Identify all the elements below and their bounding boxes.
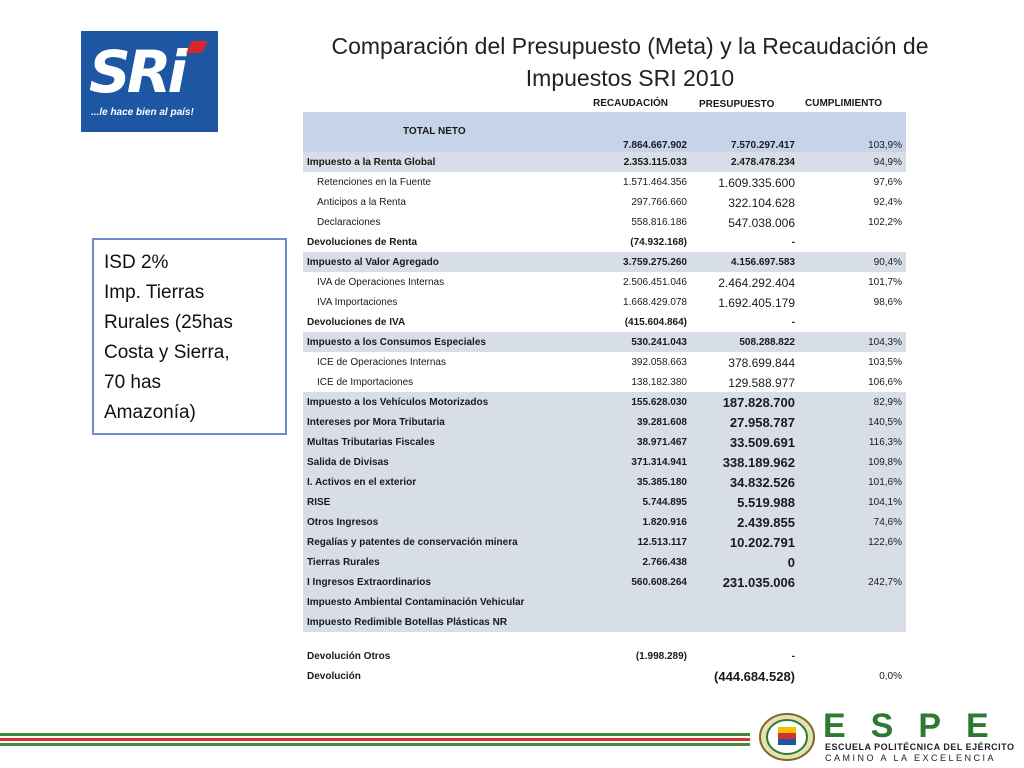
- total-presupuesto: 7.570.297.417: [731, 140, 795, 151]
- row-label: ICE de Importaciones: [317, 377, 414, 388]
- row-cumplimiento: 74,6%: [873, 517, 902, 528]
- row-presupuesto: 4.156.697.583: [731, 257, 795, 268]
- row-label: Impuesto al Valor Agregado: [307, 257, 439, 268]
- row-recaudacion: 12.513.117: [637, 537, 687, 548]
- row-label: Devoluciones de Renta: [307, 237, 418, 248]
- row-cumplimiento: 101,6%: [868, 477, 902, 488]
- row-label: I Ingresos Extraordinarios: [307, 577, 431, 588]
- row-cumplimiento: 116,3%: [868, 437, 902, 448]
- header-cumplimiento: CUMPLIMIENTO: [805, 98, 883, 109]
- row-cumplimiento: 92,4%: [873, 197, 902, 208]
- row-cumplimiento: 140,5%: [868, 417, 902, 428]
- row-presupuesto: (444.684.528): [714, 669, 795, 684]
- row-presupuesto: 231.035.006: [722, 575, 795, 590]
- table-spacer: [303, 632, 906, 646]
- row-presupuesto: 34.832.526: [729, 475, 795, 490]
- row-presupuesto: 1.692.405.179: [718, 296, 795, 310]
- row-presupuesto: 338.189.962: [722, 455, 795, 470]
- row-label: Anticipos a la Renta: [317, 197, 406, 208]
- total-cumplimiento: 103,9%: [868, 140, 902, 151]
- sri-logo-mark: SRi: [89, 38, 184, 106]
- row-label: Impuesto a los Consumos Especiales: [307, 337, 486, 348]
- row-recaudacion: 3.759.275.260: [623, 257, 687, 268]
- espe-seal-icon: [758, 712, 816, 762]
- row-presupuesto: 322.104.628: [728, 196, 795, 210]
- row-cumplimiento: 104,1%: [868, 497, 902, 508]
- row-cumplimiento: 97,6%: [873, 177, 902, 188]
- header-presupuesto: PRESUPUESTO: [699, 99, 775, 110]
- row-recaudacion: (1.998.289): [635, 651, 687, 662]
- table-row: [303, 232, 906, 252]
- row-presupuesto: -: [791, 651, 795, 662]
- note-box: [92, 238, 287, 435]
- row-cumplimiento: 109,8%: [868, 457, 902, 468]
- row-presupuesto: 2.439.855: [737, 515, 795, 530]
- row-label: Multas Tributarias Fiscales: [307, 437, 435, 448]
- row-recaudacion: 1.571.464.356: [623, 177, 687, 188]
- row-presupuesto: 2.464.292.404: [718, 276, 795, 290]
- total-row: [303, 112, 906, 152]
- row-label: Devoluciones de IVA: [307, 317, 406, 328]
- row-cumplimiento: 103,5%: [868, 357, 902, 368]
- row-cumplimiento: 106,6%: [868, 377, 902, 388]
- table-row: [303, 352, 906, 372]
- table-row: [303, 646, 906, 666]
- note-line: Amazonía): [104, 402, 196, 423]
- slide-title-line-2: Impuestos SRI 2010: [525, 65, 735, 91]
- row-recaudacion: (74.932.168): [630, 237, 687, 248]
- row-presupuesto: -: [791, 237, 795, 248]
- table-row: [303, 612, 906, 632]
- total-label: TOTAL NETO: [403, 126, 466, 137]
- note-line: Rurales (25has: [104, 312, 233, 333]
- row-label: Declaraciones: [317, 217, 381, 228]
- row-cumplimiento: 82,9%: [873, 397, 902, 408]
- row-recaudacion: 38.971.467: [636, 437, 687, 448]
- slide-title-line-1: Comparación del Presupuesto (Meta) y la Recaudación de: [331, 33, 929, 59]
- row-recaudacion: 39.281.608: [636, 417, 687, 428]
- row-recaudacion: 392.058.663: [631, 357, 687, 368]
- table-row: [303, 392, 906, 412]
- sri-logo: [81, 31, 218, 132]
- table-row: [303, 372, 906, 392]
- row-recaudacion: 2.506.451.046: [623, 277, 687, 288]
- table-row: [303, 292, 906, 312]
- row-presupuesto: -: [791, 317, 795, 328]
- slide-title: [280, 30, 980, 94]
- row-recaudacion: 530.241.043: [631, 337, 687, 348]
- row-recaudacion: 138.182.380: [631, 377, 687, 388]
- row-presupuesto: 2.478.478.234: [731, 157, 795, 168]
- row-cumplimiento: 101,7%: [868, 277, 902, 288]
- table-row: [303, 666, 906, 686]
- row-recaudacion: 2.766.438: [642, 557, 687, 568]
- row-recaudacion: 297.766.660: [631, 197, 687, 208]
- note-line: Costa y Sierra,: [104, 342, 230, 363]
- table-row: [303, 432, 906, 452]
- note-line: 70 has: [104, 372, 162, 393]
- row-label: Otros Ingresos: [307, 517, 379, 528]
- row-presupuesto: 27.958.787: [729, 415, 795, 430]
- espe-name: ESCUELA POLITÉCNICA DEL EJÉRCITO: [825, 742, 1015, 752]
- footer-stripes: [0, 733, 750, 746]
- row-recaudacion: 155.628.030: [631, 397, 687, 408]
- row-label: Salida de Divisas: [307, 457, 389, 468]
- row-cumplimiento: 102,2%: [868, 217, 902, 228]
- row-presupuesto: 0: [787, 555, 795, 570]
- table-row: [303, 552, 906, 572]
- row-label: Devolución Otros: [307, 651, 391, 662]
- row-presupuesto: 378.699.844: [728, 356, 795, 370]
- row-cumplimiento: 94,9%: [873, 157, 902, 168]
- table-row: [303, 472, 906, 492]
- row-label: ICE de Operaciones Internas: [317, 357, 446, 368]
- table-row: [303, 492, 906, 512]
- row-recaudacion: 371.314.941: [631, 457, 687, 468]
- row-cumplimiento: 0,0%: [879, 671, 902, 682]
- row-presupuesto: 187.828.700: [722, 395, 795, 410]
- table-row: [303, 572, 906, 592]
- row-label: Tierras Rurales: [307, 557, 380, 568]
- table-header-row: [303, 96, 906, 112]
- table-row: [303, 192, 906, 212]
- row-cumplimiento: 104,3%: [868, 337, 902, 348]
- row-presupuesto: 10.202.791: [729, 535, 795, 550]
- row-presupuesto: 508.288.822: [739, 337, 795, 348]
- row-cumplimiento: 98,6%: [873, 297, 902, 308]
- row-label: I. Activos en el exterior: [307, 477, 417, 488]
- row-label: Regalías y patentes de conservación minera: [307, 537, 518, 548]
- row-label: Impuesto a la Renta Global: [307, 157, 436, 168]
- row-cumplimiento: 90,4%: [873, 257, 902, 268]
- table-row: [303, 312, 906, 332]
- table-row: [303, 272, 906, 292]
- table-row: [303, 172, 906, 192]
- row-label: RISE: [307, 497, 331, 508]
- row-label: Impuesto a los Vehículos Motorizados: [307, 397, 489, 408]
- row-presupuesto: 1.609.335.600: [718, 176, 795, 190]
- sri-logo-tagline: ...le hace bien al país!: [91, 107, 194, 118]
- row-label: Impuesto Ambiental Contaminación Vehicular: [307, 597, 525, 608]
- table-row: [303, 592, 906, 612]
- row-recaudacion: 5.744.895: [642, 497, 687, 508]
- row-presupuesto: 33.509.691: [729, 435, 795, 450]
- table-row: [303, 452, 906, 472]
- row-presupuesto: 129.588.977: [728, 376, 795, 390]
- row-presupuesto: 547.038.006: [728, 216, 795, 230]
- table-row: [303, 532, 906, 552]
- row-label: Intereses por Mora Tributaria: [307, 417, 445, 428]
- budget-table: [303, 96, 906, 686]
- sri-logo-accent: [186, 41, 208, 53]
- espe-motto: CAMINO A LA EXCELENCIA: [825, 753, 997, 763]
- row-label: Impuesto Redimible Botellas Plásticas NR: [307, 617, 508, 628]
- table-row: [303, 332, 906, 352]
- table-row: [303, 212, 906, 232]
- table-body: [303, 152, 906, 686]
- note-line: Imp. Tierras: [104, 282, 205, 303]
- table-row: [303, 152, 906, 172]
- note-line: ISD 2%: [104, 252, 169, 273]
- row-recaudacion: 558.816.186: [631, 217, 687, 228]
- row-recaudacion: 1.820.916: [642, 517, 687, 528]
- row-recaudacion: (415.604.864): [624, 317, 687, 328]
- row-label: Retenciones en la Fuente: [317, 177, 431, 188]
- row-recaudacion: 35.385.180: [636, 477, 687, 488]
- espe-wordmark: ESPE: [823, 707, 1014, 745]
- row-label: Devolución: [307, 671, 361, 682]
- total-recaudacion: 7.864.667.902: [623, 140, 687, 151]
- row-cumplimiento: 122,6%: [868, 537, 902, 548]
- row-cumplimiento: 242,7%: [868, 577, 902, 588]
- row-label: IVA de Operaciones Internas: [317, 277, 445, 288]
- row-recaudacion: 2.353.115.033: [623, 157, 687, 168]
- row-label: IVA Importaciones: [317, 297, 398, 308]
- row-recaudacion: 560.608.264: [631, 577, 687, 588]
- row-presupuesto: 5.519.988: [737, 495, 795, 510]
- header-recaudacion: RECAUDACIÓN: [593, 98, 668, 109]
- table-row: [303, 252, 906, 272]
- row-recaudacion: 1.668.429.078: [623, 297, 687, 308]
- table-row: [303, 512, 906, 532]
- table-row: [303, 412, 906, 432]
